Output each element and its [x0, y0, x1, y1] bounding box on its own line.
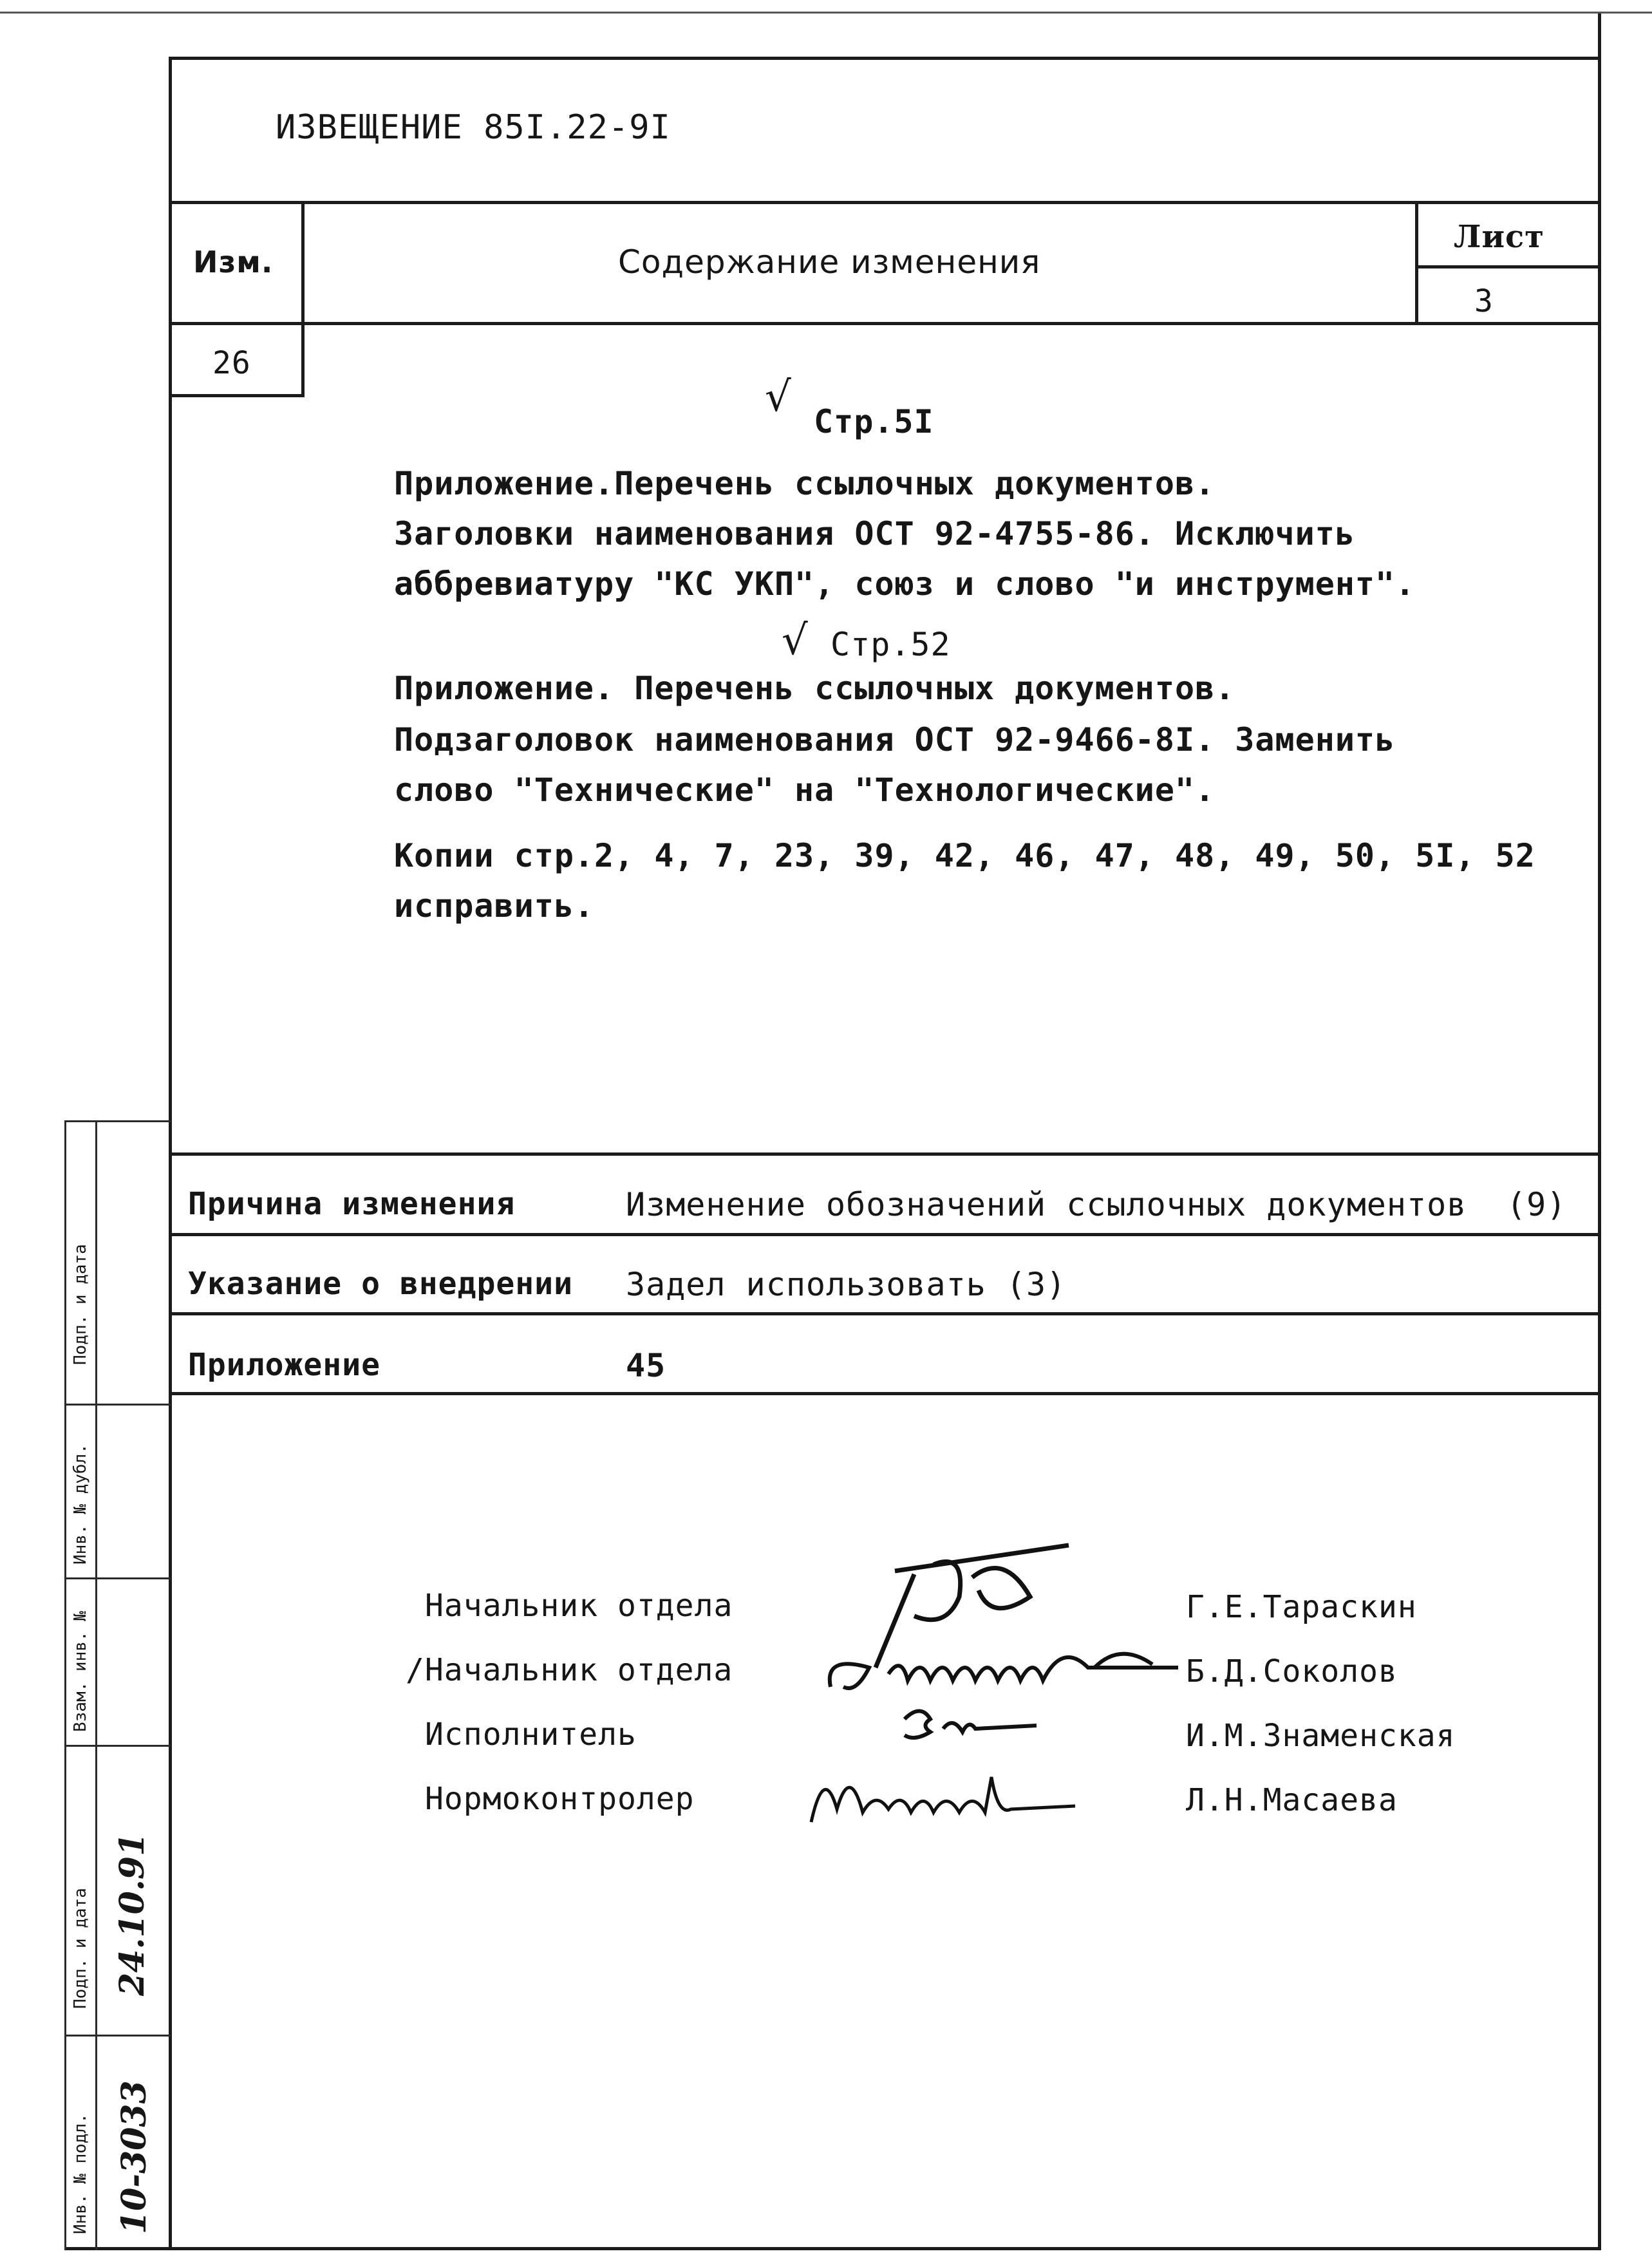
appendix-label: Приложение: [188, 1347, 380, 1383]
handwritten-signature-2: [818, 1629, 1204, 1706]
page-ref-2: Стр.52: [831, 626, 951, 663]
stamp-outer-left: [64, 1120, 66, 2250]
header-divider-2: [1415, 201, 1418, 325]
appendix-value: 45: [626, 1347, 666, 1384]
para2-line1: Приложение. Перечень ссылочных документов.: [394, 670, 1235, 707]
stamp-vzam-label: Взам. инв. №: [71, 1611, 90, 1732]
page-top-edge: [0, 12, 1652, 14]
stamp-sign-date-label: Подп. и дата: [71, 1888, 90, 2009]
frame-top: [169, 57, 1601, 60]
footer-row-line-3: [169, 1312, 1601, 1315]
signature-name-1: Г.Е.Тараскин: [1186, 1589, 1417, 1625]
frame-right: [1598, 13, 1601, 2250]
stamp-sep-3: [64, 1745, 171, 1747]
para3-line2: исправить.: [394, 887, 595, 925]
reason-value: Изменение обозначений ссылочных документов: [626, 1186, 1467, 1223]
handwritten-signature-4: [798, 1751, 1082, 1835]
stamp-sep-2: [64, 1577, 171, 1579]
footer-row-line-4: [169, 1392, 1601, 1395]
signature-role-2: /Начальник отдела: [406, 1652, 733, 1688]
stamp-top: [64, 1120, 171, 1122]
col-change-label: Изм.: [193, 245, 274, 279]
signature-name-3: И.М.Знаменская: [1186, 1718, 1456, 1754]
para2-line3: слово "Технические" на "Технологические".: [394, 771, 1216, 809]
stamp-inner-divider: [95, 1120, 97, 2250]
footer-row-line-2: [169, 1233, 1601, 1236]
para2-line2: Подзаголовок наименования ОСТ 92-9466-8I. Заменить: [394, 721, 1396, 758]
notice-title: ИЗВЕЩЕНИЕ 85I.22-9I: [276, 108, 671, 147]
header-top-line: [169, 201, 1601, 204]
signature-role-4: Нормоконтролер: [425, 1781, 695, 1817]
handwritten-signature-3: [895, 1700, 1049, 1751]
sheet-cell-divider: [1415, 265, 1601, 268]
header-divider-1: [301, 201, 305, 397]
signature-role-3: Исполнитель: [425, 1717, 637, 1753]
stamp-inv-podl-value: 10-3033: [115, 2080, 154, 2234]
stamp-inv-podl-label: Инв. № подл.: [71, 2113, 90, 2234]
para1-line1: Приложение.Перечень ссылочных документов.: [394, 465, 1216, 502]
para1-line2: Заголовки наименования ОСТ 92-4755-86. Исключить: [394, 515, 1355, 552]
checkmark-icon: √: [765, 373, 791, 421]
signature-name-4: Л.Н.Масаева: [1186, 1782, 1398, 1818]
signature-name-2: Б.Д.Соколов: [1186, 1653, 1398, 1689]
para3-line1: Копии стр.2, 4, 7, 23, 39, 42, 46, 47, 48, 49, 50, 5I, 52: [394, 837, 1535, 874]
stamp-sep-1: [64, 1404, 171, 1406]
header-bottom-line: [169, 322, 1601, 325]
reason-label: Причина изменения: [188, 1186, 516, 1222]
implementation-value: Задел использовать (3): [626, 1266, 1067, 1303]
sheet-number: 3: [1474, 283, 1494, 319]
col-sheet-label: Лист: [1454, 219, 1545, 255]
signature-role-1: Начальник отдела: [425, 1588, 733, 1624]
change-number: 26: [212, 345, 251, 381]
implementation-label: Указание о внедрении: [188, 1266, 573, 1302]
stamp-sep-4: [64, 2035, 171, 2037]
change-number-box-bottom: [169, 394, 305, 397]
page-ref-1: Стр.5I: [814, 403, 934, 440]
para1-line3: аббревиатуру "КС УКП", союз и слово "и инструмент".: [394, 565, 1416, 603]
frame-bottom: [64, 2247, 1601, 2250]
stamp-sign-date2-label: Подп. и дата: [71, 1244, 90, 1365]
footer-row-line-1: [169, 1152, 1601, 1156]
reason-code: (9): [1507, 1186, 1567, 1223]
stamp-inv-dubl-label: Инв. № дубл.: [71, 1444, 90, 1565]
col-content-label: Содержание изменения: [618, 243, 1041, 281]
stamp-sign-date-value: 24.10.91: [113, 1832, 152, 1996]
checkmark-icon: √: [782, 617, 808, 664]
